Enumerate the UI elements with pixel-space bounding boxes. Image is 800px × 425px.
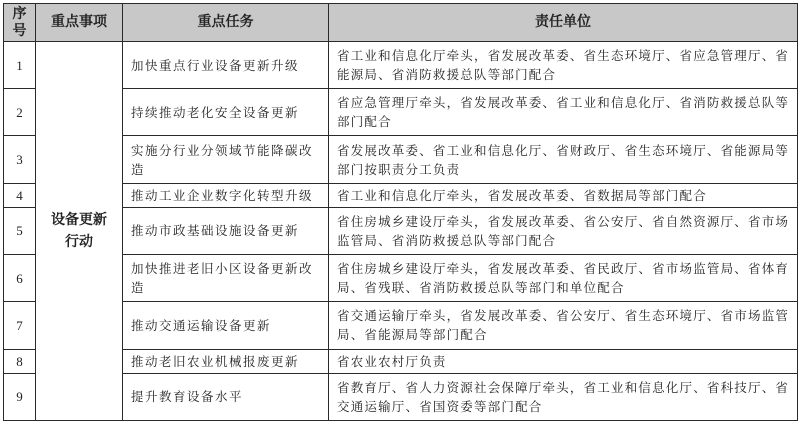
row-task: 推动交通运输设备更新 xyxy=(123,302,329,349)
row-number: 6 xyxy=(4,255,36,302)
row-task: 推动老旧农业机械报废更新 xyxy=(123,349,329,373)
row-task: 推动市政基础设施设备更新 xyxy=(123,207,329,254)
tasks-table-container xyxy=(3,3,797,421)
row-unit: 省交通运输厅牵头，省发展改革委、省公安厅、省生态环境厅、省市场监管局、省能源局等部门配合 xyxy=(329,302,798,349)
table-row xyxy=(4,207,798,254)
row-unit: 省工业和信息化厅牵头，省发展改革委、省数据局等部门配合 xyxy=(329,183,798,207)
header-key-task: 重点任务 xyxy=(123,4,329,42)
row-task: 提升教育设备水平 xyxy=(123,373,329,420)
row-number: 8 xyxy=(4,349,36,373)
table-header-row xyxy=(4,4,798,42)
header-serial-number: 序 号 xyxy=(4,4,36,42)
table-row xyxy=(4,373,798,420)
header-responsible-unit: 责任单位 xyxy=(329,4,798,42)
row-unit: 省发展改革委、省工业和信息化厅、省财政厅、省生态环境厅、省能源局等部门按职责分工负责 xyxy=(329,136,798,183)
row-number: 3 xyxy=(4,136,36,183)
tasks-table xyxy=(3,3,798,421)
table-row xyxy=(4,302,798,349)
row-number: 1 xyxy=(4,42,36,89)
row-unit: 省农业农村厅负责 xyxy=(329,349,798,373)
table-row xyxy=(4,136,798,183)
table-row xyxy=(4,42,798,89)
row-number: 4 xyxy=(4,183,36,207)
row-unit: 省工业和信息化厅牵头，省发展改革委、省生态环境厅、省应急管理厅、省能源局、省消防救援总队等部门配合 xyxy=(329,42,798,89)
row-unit: 省住房城乡建设厅牵头，省发展改革委、省民政厅、省市场监管局、省体育局、省残联、省消防救援总队等部门和单位配合 xyxy=(329,255,798,302)
row-number: 2 xyxy=(4,89,36,136)
row-unit: 省教育厅、省人力资源社会保障厅牵头，省工业和信息化厅、省科技厅、省交通运输厅、省国资委等部门配合 xyxy=(329,373,798,420)
table-row xyxy=(4,349,798,373)
row-task: 持续推动老化安全设备更新 xyxy=(123,89,329,136)
row-task: 推动工业企业数字化转型升级 xyxy=(123,183,329,207)
row-unit: 省住房城乡建设厅牵头，省发展改革委、省公安厅、省自然资源厅、省市场监管局、省消防救援总队等部门配合 xyxy=(329,207,798,254)
row-number: 7 xyxy=(4,302,36,349)
row-task: 加快推进老旧小区设备更新改造 xyxy=(123,255,329,302)
row-number: 5 xyxy=(4,207,36,254)
table-row xyxy=(4,183,798,207)
row-unit: 省应急管理厅牵头，省发展改革委、省工业和信息化厅、省消防救援总队等部门配合 xyxy=(329,89,798,136)
row-number: 9 xyxy=(4,373,36,420)
key-item-category: 设备更新 行动 xyxy=(36,42,123,421)
row-task: 加快重点行业设备更新升级 xyxy=(123,42,329,89)
table-row xyxy=(4,89,798,136)
row-task: 实施分行业分领域节能降碳改造 xyxy=(123,136,329,183)
table-row xyxy=(4,255,798,302)
header-key-item: 重点事项 xyxy=(36,4,123,42)
